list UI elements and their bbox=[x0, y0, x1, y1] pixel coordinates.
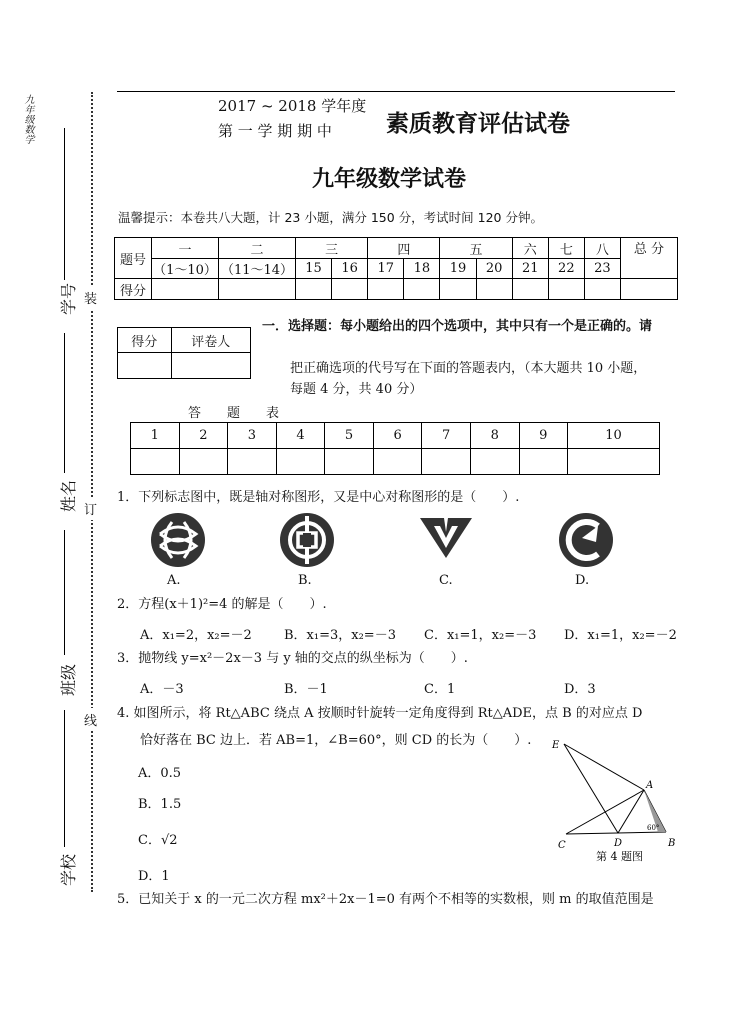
score-input-cell[interactable] bbox=[219, 279, 296, 300]
side-vertical-title: 九年级数学 bbox=[22, 94, 33, 144]
q4-label-a: A bbox=[646, 780, 654, 791]
sub-cell: 15 bbox=[296, 259, 332, 279]
score-input-cell[interactable] bbox=[548, 279, 584, 300]
cut-mark-xian: 线 bbox=[84, 708, 97, 731]
answer-col-header: 3 bbox=[228, 423, 277, 449]
question-4-line2: 恰好落在 BC 边上．若 AB=1，∠B=60°，则 CD 的长为（ ）. bbox=[140, 733, 532, 748]
answer-col-header: 1 bbox=[131, 423, 180, 449]
part1-instruction-line2: 把正确选项的代号写在下面的答题表内，（本大题共 10 小题， bbox=[290, 361, 647, 376]
question-4-line1: 4. 如图所示，将 Rt△ABC 绕点 A 按顺时针旋转一定角度得到 Rt△ADE，点 B 的对应点 D bbox=[117, 706, 643, 721]
section-cell: 一 bbox=[152, 238, 219, 259]
score-input-cell[interactable] bbox=[332, 279, 368, 300]
cut-mark-ding: 订 bbox=[84, 497, 97, 520]
section-cell: 二 bbox=[219, 238, 296, 259]
score-table bbox=[114, 237, 678, 300]
section-cell: 五 bbox=[440, 238, 512, 259]
score-row-label: 得分 bbox=[115, 279, 152, 300]
q4-option-b[interactable]: B．1.5 bbox=[138, 797, 182, 812]
name-line bbox=[64, 333, 65, 473]
sub-cell: 22 bbox=[548, 259, 584, 279]
answer-table-title: 答 题 表 bbox=[188, 406, 280, 421]
score-input-cell[interactable] bbox=[404, 279, 440, 300]
answer-cell[interactable] bbox=[131, 449, 180, 475]
question-1: 1．下列标志图中，既是轴对称图形，又是中心对称图形的是（ ）. bbox=[117, 490, 520, 505]
section-cell: 三 bbox=[296, 238, 368, 259]
q4-label-b: B bbox=[668, 838, 676, 849]
student-id-label: 学号 bbox=[59, 282, 78, 315]
binding-dotted-line bbox=[91, 92, 93, 892]
q2-option-d[interactable]: D．x₁=1，x₂=－2 bbox=[564, 628, 677, 643]
part1-instruction-line1: 一．选择题：每小题给出的四个选项中，其中只有一个是正确的。请 bbox=[262, 319, 653, 334]
answer-cell[interactable] bbox=[422, 449, 471, 475]
answer-cell[interactable] bbox=[276, 449, 325, 475]
score-input-cell[interactable] bbox=[296, 279, 332, 300]
question-5: 5．已知关于 x 的一元二次方程 mx²＋2x－1=0 有两个不相等的实数根，则 m 的取值范围是 bbox=[117, 892, 654, 907]
answer-table bbox=[130, 422, 660, 475]
answer-cell[interactable] bbox=[470, 449, 519, 475]
q2-option-c[interactable]: C．x₁=1，x₂=－3 bbox=[424, 628, 537, 643]
answer-col-header: 10 bbox=[568, 423, 660, 449]
answer-cell[interactable] bbox=[179, 449, 228, 475]
grader-table bbox=[117, 327, 251, 379]
question-3: 3．抛物线 y=x²－2x－3 与 y 轴的交点的纵坐标为（ ）. bbox=[117, 651, 468, 666]
q1-option-a[interactable]: A. bbox=[167, 573, 181, 588]
section-cell: 六 bbox=[512, 238, 548, 259]
name-label: 姓名 bbox=[59, 479, 78, 512]
q1-option-d[interactable]: D. bbox=[575, 573, 590, 588]
question-2: 2．方程(x＋1)²=4 的解是（ ）. bbox=[117, 597, 327, 612]
score-table-header-label: 题号 bbox=[115, 238, 152, 279]
q4-option-d[interactable]: D．1 bbox=[138, 869, 170, 884]
grader-score-cell[interactable] bbox=[118, 353, 172, 379]
answer-col-header: 2 bbox=[179, 423, 228, 449]
school-label: 学校 bbox=[59, 853, 78, 886]
sub-cell: 23 bbox=[584, 259, 620, 279]
answer-col-header: 5 bbox=[325, 423, 374, 449]
logo-d-icon bbox=[558, 512, 614, 568]
answer-cell[interactable] bbox=[519, 449, 568, 475]
grader-score-label: 得分 bbox=[118, 328, 172, 353]
sub-cell: 18 bbox=[404, 259, 440, 279]
logo-c-icon bbox=[418, 512, 474, 568]
q4-option-a[interactable]: A．0.5 bbox=[138, 766, 182, 781]
q3-option-b[interactable]: B．－1 bbox=[284, 682, 328, 697]
q3-option-c[interactable]: C．1 bbox=[424, 682, 456, 697]
sub-cell: 16 bbox=[332, 259, 368, 279]
class-line bbox=[64, 530, 65, 655]
score-input-cell[interactable] bbox=[476, 279, 512, 300]
q2-option-a[interactable]: A．x₁=2，x₂=－2 bbox=[140, 628, 252, 643]
sub-cell: 17 bbox=[368, 259, 404, 279]
grader-name-cell[interactable] bbox=[171, 353, 250, 379]
logo-a-icon bbox=[150, 512, 206, 568]
section-cell: 四 bbox=[368, 238, 440, 259]
total-input-cell[interactable] bbox=[621, 279, 678, 300]
school-line bbox=[64, 710, 65, 847]
q4-label-d: D bbox=[614, 838, 623, 849]
school-year: 2017 ~ 2018 学年度 bbox=[218, 97, 367, 115]
q4-label-c: C bbox=[558, 840, 566, 851]
cut-mark-zhuang: 装 bbox=[84, 286, 97, 309]
q3-option-a[interactable]: A．－3 bbox=[140, 682, 184, 697]
score-input-cell[interactable] bbox=[152, 279, 219, 300]
score-input-cell[interactable] bbox=[512, 279, 548, 300]
student-id-line bbox=[64, 128, 65, 280]
logo-b-icon bbox=[279, 512, 335, 568]
score-input-cell[interactable] bbox=[440, 279, 476, 300]
grader-name-label: 评卷人 bbox=[171, 328, 250, 353]
header-rule bbox=[117, 91, 675, 92]
answer-col-header: 6 bbox=[373, 423, 422, 449]
score-input-cell[interactable] bbox=[368, 279, 404, 300]
q2-option-b[interactable]: B．x₁=3，x₂=－3 bbox=[284, 628, 396, 643]
main-title: 素质教育评估试卷 bbox=[386, 111, 570, 137]
q4-label-e: E bbox=[552, 740, 560, 751]
answer-col-header: 4 bbox=[276, 423, 325, 449]
sub-cell: （1～10） bbox=[152, 259, 219, 279]
term: 第 一 学 期 期 中 bbox=[218, 122, 332, 140]
total-cell: 总 分 bbox=[621, 238, 678, 279]
q3-option-d[interactable]: D．3 bbox=[564, 682, 596, 697]
sub-cell: 20 bbox=[476, 259, 512, 279]
answer-col-header: 9 bbox=[519, 423, 568, 449]
q4-angle-label: 60° bbox=[647, 824, 660, 832]
class-label: 班级 bbox=[59, 663, 78, 696]
sub-cell: 19 bbox=[440, 259, 476, 279]
q4-option-c[interactable]: C．√2 bbox=[138, 833, 178, 848]
sub-cell: （11～14） bbox=[219, 259, 296, 279]
q1-option-b[interactable]: B. bbox=[298, 573, 312, 588]
answer-col-header: 7 bbox=[422, 423, 471, 449]
section-cell: 七 bbox=[548, 238, 584, 259]
subject-title: 九年级数学试卷 bbox=[312, 167, 467, 192]
q1-option-c[interactable]: C. bbox=[439, 573, 453, 588]
sub-cell: 21 bbox=[512, 259, 548, 279]
answer-cell[interactable] bbox=[568, 449, 660, 475]
exam-notice: 温馨提示：本卷共八大题，计 23 小题，满分 150 分，考试时间 120 分钟。 bbox=[118, 210, 543, 225]
q4-figure-caption: 第 4 题图 bbox=[596, 850, 643, 863]
part1-instruction-line3: 每题 4 分，共 40 分） bbox=[290, 382, 423, 397]
answer-col-header: 8 bbox=[470, 423, 519, 449]
score-input-cell[interactable] bbox=[584, 279, 620, 300]
q4-figure bbox=[550, 736, 690, 866]
answer-cell[interactable] bbox=[325, 449, 374, 475]
answer-cell[interactable] bbox=[373, 449, 422, 475]
answer-cell[interactable] bbox=[228, 449, 277, 475]
section-cell: 八 bbox=[584, 238, 620, 259]
